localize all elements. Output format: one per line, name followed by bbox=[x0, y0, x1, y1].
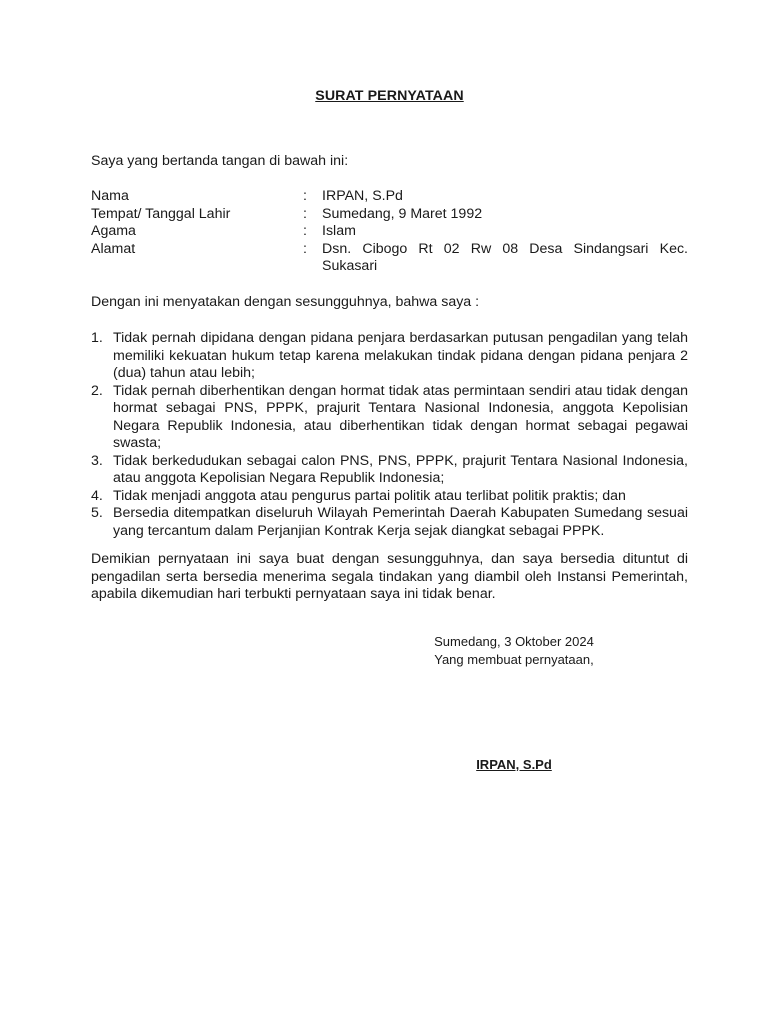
identity-label: Alamat bbox=[91, 240, 136, 257]
list-item-text: Tidak pernah diberhentikan dengan hormat tidak atas permintaan sendiri atau tidak dengan hormat sebagai PNS, PPPK, prajurit Tentara Nasional Indonesia, anggota Kepolisian Negara Republik Indonesia, atau diberhentikan tidak dengan hormat sebagai pegawai swasta; bbox=[113, 382, 688, 451]
signature-block bbox=[409, 633, 619, 669]
identity-label: Agama bbox=[91, 223, 136, 239]
identity-value: Dsn. Cibogo Rt 02 Rw 08 Desa Sindangsari Kec. Sukasari bbox=[322, 240, 688, 274]
identity-row-agama bbox=[91, 223, 688, 241]
identity-colon: : bbox=[303, 223, 307, 239]
identity-row-ttl bbox=[91, 206, 688, 224]
list-item bbox=[91, 488, 688, 506]
list-item-text: Bersedia ditempatkan diseluruh Wilayah Pemerintah Daerah Kabupaten Sumedang sesuai yang tercantum dalam Perjanjian Kontrak Kerja sejak diangkat sebagai PPPK. bbox=[113, 505, 688, 539]
identity-table bbox=[91, 188, 688, 276]
document-title: SURAT PERNYATAAN bbox=[315, 88, 464, 104]
list-item-text: Tidak menjadi anggota atau pengurus partai politik atau terlibat politik praktis; dan bbox=[113, 487, 626, 504]
identity-value: Islam bbox=[322, 223, 356, 239]
intro-text: Saya yang bertanda tangan di bawah ini: bbox=[91, 153, 349, 169]
list-item bbox=[91, 505, 688, 540]
closing-paragraph: Demikian pernyataan ini saya buat dengan sesungguhnya, dan saya bersedia dituntut di pengadilan serta bersedia menerima segala tindakan yang diambil oleh Instansi Pemerintah, apabila dikemudian hari terbukti pernyataan saya ini tidak benar. bbox=[91, 551, 688, 602]
list-item-number: 4. bbox=[91, 487, 103, 504]
signer-role: Yang membuat pernyataan, bbox=[434, 652, 594, 667]
identity-label: Nama bbox=[91, 188, 129, 204]
list-item-number: 2. bbox=[91, 382, 103, 399]
list-item-number: 1. bbox=[91, 330, 103, 346]
identity-colon: : bbox=[303, 240, 307, 257]
identity-value: Sumedang, 9 Maret 1992 bbox=[322, 205, 483, 222]
identity-value: IRPAN, S.Pd bbox=[322, 188, 403, 204]
identity-row-nama bbox=[91, 188, 688, 206]
list-item-text: Tidak berkedudukan sebagai calon PNS, PNS, PPPK, prajurit Tentara Nasional Indonesia, atau anggota Kepolisian Negara Republik Indonesia; bbox=[113, 452, 688, 486]
list-item bbox=[91, 330, 688, 383]
place-date: Sumedang, 3 Oktober 2024 bbox=[434, 634, 594, 649]
list-item-text: Tidak pernah dipidana dengan pidana penjara berdasarkan putusan pengadilan yang telah memiliki kekuatan hukum tetap karena melakukan tindak pidana dengan pidana penjara 2 (dua) tahun atau lebih; bbox=[113, 330, 688, 381]
identity-row-alamat bbox=[91, 241, 688, 276]
document-page bbox=[91, 0, 688, 1024]
list-item-number: 3. bbox=[91, 452, 103, 469]
statement-text: Dengan ini menyatakan dengan sesungguhnya, bahwa saya : bbox=[91, 294, 480, 310]
identity-colon: : bbox=[303, 205, 307, 222]
signer-name: IRPAN, S.Pd bbox=[476, 757, 552, 772]
statement-list bbox=[91, 330, 688, 540]
identity-label: Tempat/ Tanggal Lahir bbox=[91, 205, 231, 222]
list-item bbox=[91, 383, 688, 453]
signer-name-block bbox=[409, 756, 619, 774]
list-item-number: 5. bbox=[91, 505, 103, 521]
identity-colon: : bbox=[303, 188, 307, 204]
list-item bbox=[91, 453, 688, 488]
